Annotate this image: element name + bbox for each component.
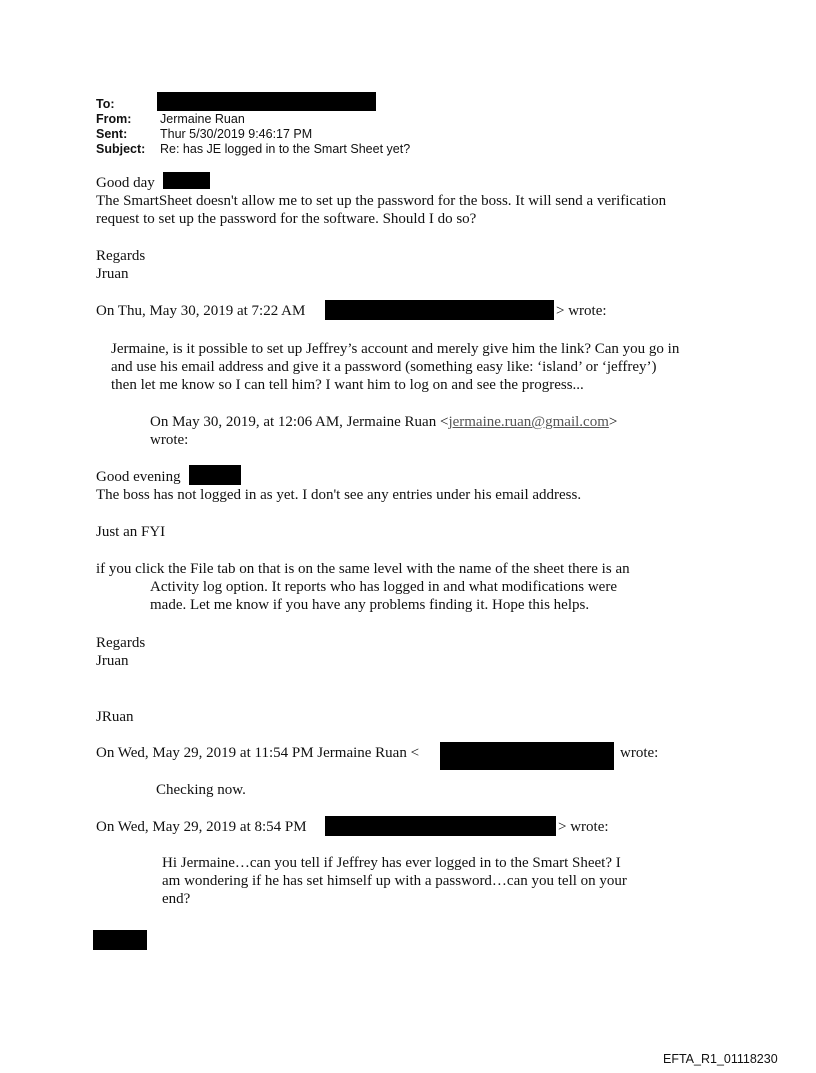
subject-value: Re: has JE logged in to the Smart Sheet yet? <box>160 142 411 156</box>
regards-1: Regards <box>96 248 146 264</box>
fyi-line3: made. Let me know if you have any problems finding it. Hope this helps. <box>150 597 590 613</box>
greeting-redaction <box>163 172 210 189</box>
fyi-heading: Just an FYI <box>96 524 166 540</box>
fyi-line1: if you click the File tab on that is on the same level with the name of the sheet there is an <box>96 561 630 577</box>
to-label: To: <box>96 97 115 111</box>
quote3-email-redaction <box>440 742 614 770</box>
signature-3: JRuan <box>96 709 134 725</box>
quote4-line3: end? <box>162 891 191 907</box>
quote4-line1: Hi Jermaine…can you tell if Jeffrey has ever logged in to the Smart Sheet? I <box>162 855 621 871</box>
bottom-redaction <box>93 930 147 950</box>
evening-greeting: Good evening <box>96 469 181 485</box>
quote1-line3: then let me know so I can tell him? I want him to log on and see the progress... <box>111 377 584 393</box>
subject-label: Subject: <box>96 142 146 156</box>
quote1-intro: On Thu, May 30, 2019 at 7:22 AM <box>96 303 306 319</box>
to-redaction <box>157 92 376 111</box>
evening-greeting-redaction <box>189 465 241 485</box>
quote2-intro: On May 30, 2019, at 12:06 AM, Jermaine Ruan <jermaine.ruan@gmail.com> <box>150 414 618 430</box>
sent-label: Sent: <box>96 127 128 141</box>
para1-line1: The SmartSheet doesn't allow me to set up the password for the boss. It will send a verification <box>96 193 667 209</box>
fyi-line2: Activity log option. It reports who has logged in and what modifications were <box>150 579 617 595</box>
email-link[interactable]: jermaine.ruan@gmail.com <box>448 414 609 430</box>
from-label: From: <box>96 112 132 126</box>
quote1-line2: and use his email address and give it a password (something easy like: ‘island’ or ‘jeffrey’) <box>111 359 657 375</box>
quote3-intro: On Wed, May 29, 2019 at 11:54 PM Jermaine Ruan < <box>96 745 420 761</box>
para1-line2: request to set up the password for the software. Should I do so? <box>96 211 477 227</box>
checking-now: Checking now. <box>156 782 246 798</box>
quote1-line1: Jermaine, is it possible to set up Jeffrey’s account and merely give him the link? Can you go in <box>111 341 680 357</box>
from-value: Jermaine Ruan <box>160 112 245 126</box>
quote4-wrote: > wrote: <box>558 819 609 835</box>
quote4-line2: am wondering if he has set himself up with a password…can you tell on your <box>162 873 627 889</box>
greeting: Good day <box>96 175 155 191</box>
signature-2: Jruan <box>96 653 129 669</box>
signature-1: Jruan <box>96 266 129 282</box>
quote1-sender-redaction <box>325 300 554 320</box>
quote4-sender-redaction <box>325 816 556 836</box>
sent-value: Thur 5/30/2019 9:46:17 PM <box>160 127 313 141</box>
document-id: EFTA_R1_01118230 <box>663 1052 778 1066</box>
evening-line: The boss has not logged in as yet. I don't see any entries under his email address. <box>96 487 582 503</box>
quote3-wrote: wrote: <box>620 745 659 761</box>
quote2-wrote: wrote: <box>150 432 189 448</box>
regards-2: Regards <box>96 635 146 651</box>
quote1-wrote: > wrote: <box>556 303 607 319</box>
quote4-intro: On Wed, May 29, 2019 at 8:54 PM <box>96 819 307 835</box>
